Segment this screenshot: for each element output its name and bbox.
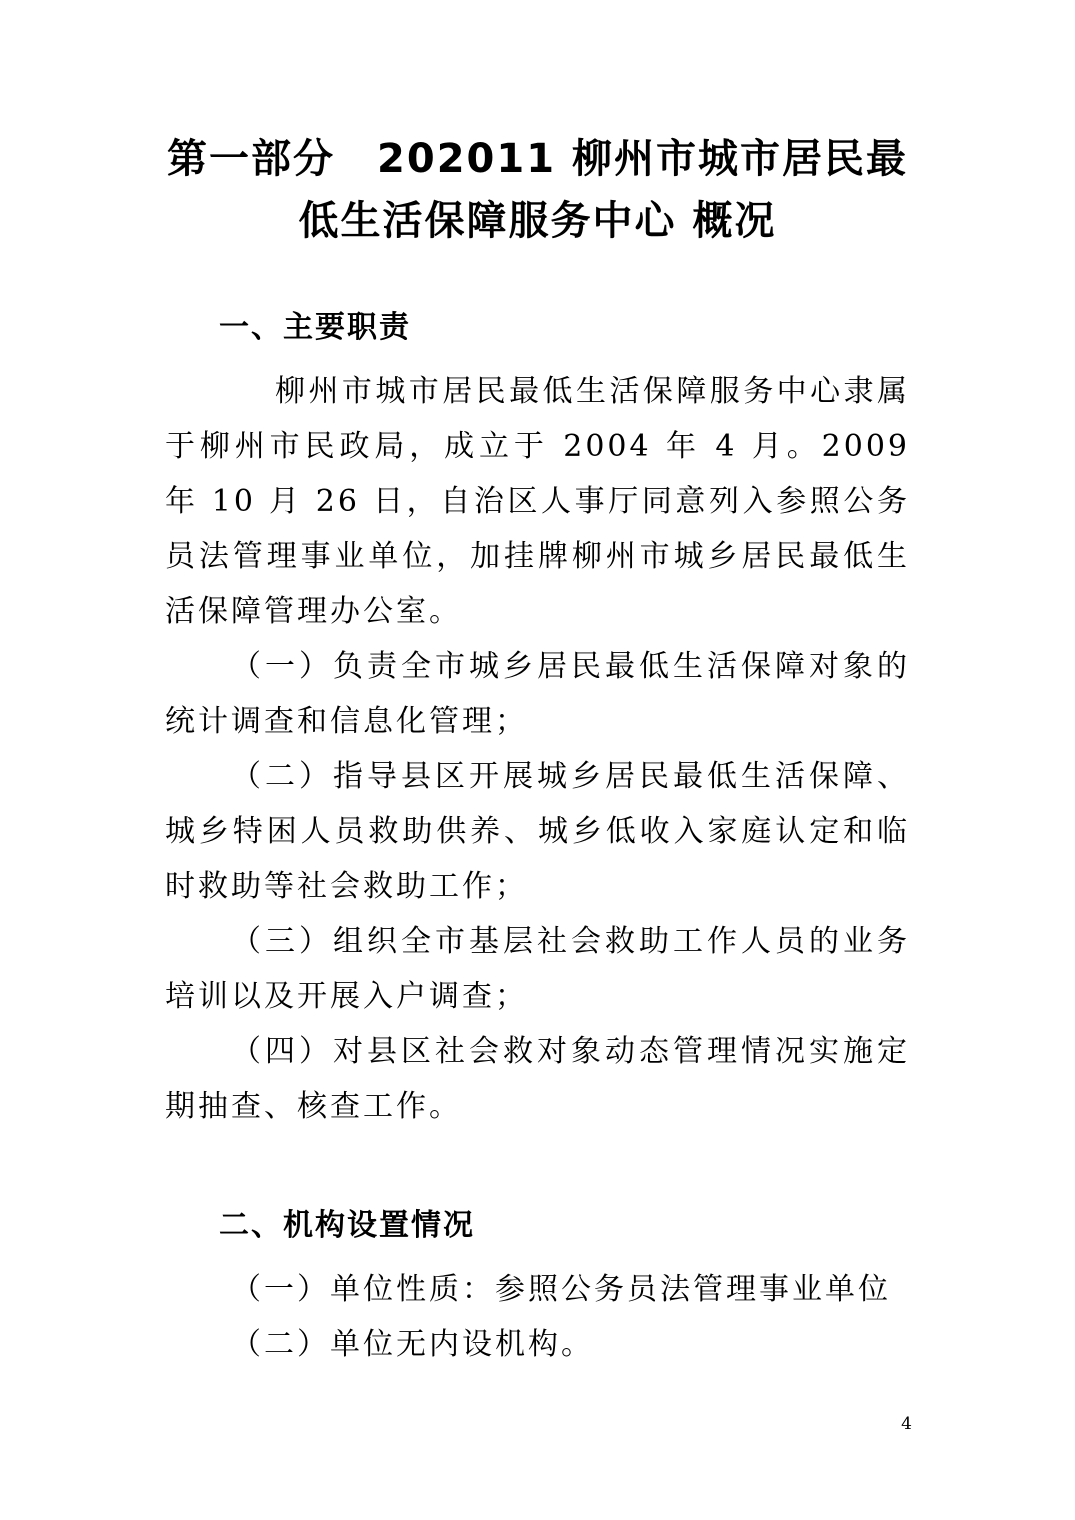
section-1-body xyxy=(165,364,910,1134)
section-1-heading: 一、主要职责 xyxy=(219,310,411,345)
section-2-heading: 二、机构设置情况 xyxy=(219,1208,475,1243)
paragraph-duty-2: （二）指导县区开展城乡居民最低生活保障、城乡特困人员救助供养、城乡低收入家庭认定和临时救助等社会救助工作； xyxy=(165,759,910,904)
document-title: 第一部分 202011 柳州市城市居民最低生活保障服务中心 概况 xyxy=(167,136,908,244)
page-number: 4 xyxy=(901,1414,912,1434)
paragraph-org-2: （二）单位无内设机构。 xyxy=(231,1327,594,1362)
paragraph-duty-3: （三）组织全市基层社会救助工作人员的业务培训以及开展入户调查； xyxy=(165,924,910,1014)
paragraph-duty-4: （四）对县区社会救对象动态管理情况实施定期抽查、核查工作。 xyxy=(165,1034,910,1124)
paragraph-org-1: （一）单位性质：参照公务员法管理事业单位 xyxy=(231,1272,891,1307)
paragraph-duty-1: （一）负责全市城乡居民最低生活保障对象的统计调查和信息化管理； xyxy=(165,649,910,739)
section-2-body xyxy=(165,1262,910,1372)
paragraph-intro: 柳州市城市居民最低生活保障服务中心隶属于柳州市民政局，成立于 2004 年 4 月。2009 年 10 月 26 日，自治区人事厅同意列入参照公务员法管理事业单位，加挂牌柳州市城乡居民最低生活保障管理办公室。 xyxy=(165,374,910,629)
